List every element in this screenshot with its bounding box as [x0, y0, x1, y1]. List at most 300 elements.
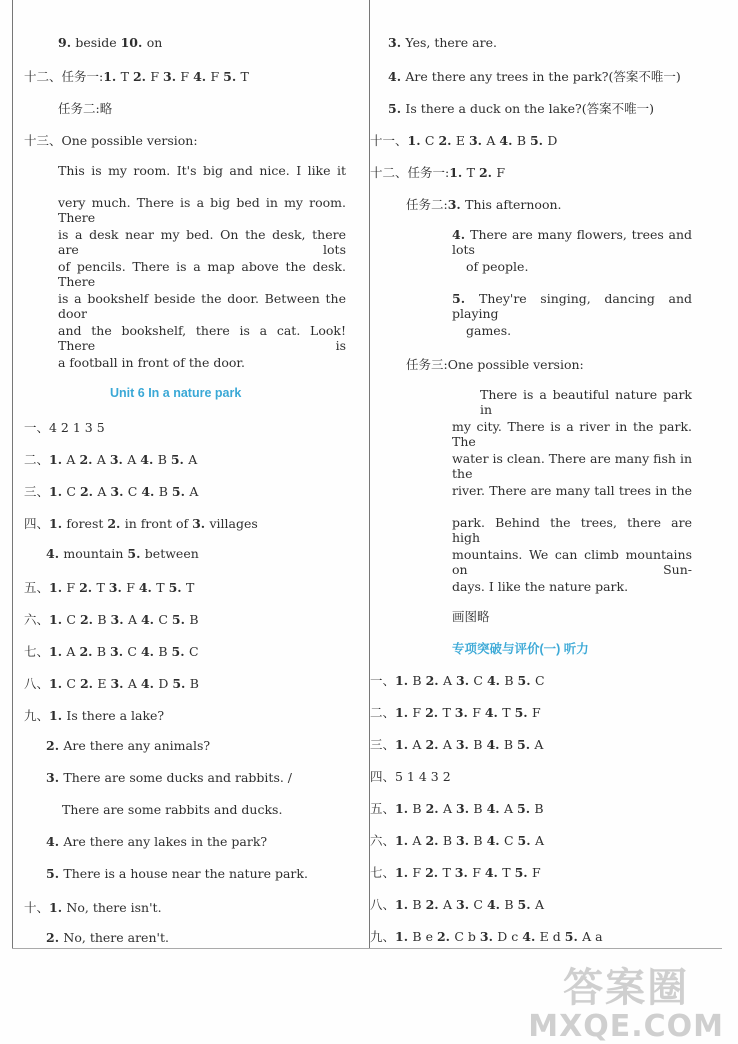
question-number: 3. [163, 69, 181, 84]
answer-text: T [120, 69, 133, 84]
answer-text: No, there aren't. [63, 930, 169, 945]
answer-text: A [534, 897, 544, 912]
question-number: 4. [484, 865, 503, 880]
answer-text: 八、 [370, 897, 396, 912]
answer-text: B [97, 612, 111, 627]
question-number: 5. [564, 929, 583, 944]
answer-line [406, 355, 584, 373]
answer-line [370, 863, 541, 881]
answer-text: 一、 [370, 673, 396, 688]
question-number: 2. [46, 930, 64, 945]
answer-text: A [188, 452, 198, 467]
question-number: 2. [79, 452, 97, 467]
answer-text: 三、 [24, 484, 50, 499]
answer-text: F [412, 865, 426, 880]
answer-text: D [158, 676, 173, 691]
question-number: 1. [49, 580, 67, 595]
answer-text: park. Behind the trees, there are high [452, 515, 692, 545]
answer-text: 三、 [370, 737, 396, 752]
question-number: 5. [170, 452, 189, 467]
question-number: 2. [425, 865, 443, 880]
question-number: 1. [49, 516, 67, 531]
question-number: 1. [103, 69, 121, 84]
question-number: 1. [395, 705, 413, 720]
answer-text: 十二、任务一: [370, 165, 450, 180]
answer-text: 专项突破与评价(一) 听力 [452, 642, 589, 656]
answer-text: B [189, 676, 199, 691]
question-number: 1. [407, 133, 425, 148]
question-number: 4. [486, 833, 504, 848]
answer-text: 十二、任务一: [24, 69, 104, 84]
answer-line [24, 610, 199, 628]
answer-text: 任务三:One possible version: [406, 357, 584, 372]
answer-text: B [473, 737, 487, 752]
answer-line [388, 35, 497, 50]
answer-text: B [516, 133, 530, 148]
question-number: 4. [140, 452, 158, 467]
question-number: 3. [110, 676, 128, 691]
question-number: 5. [46, 866, 64, 881]
answer-text: A [412, 833, 426, 848]
answer-text: A [127, 676, 141, 691]
question-number: 4. [499, 133, 517, 148]
answer-text: of people. [466, 259, 529, 274]
answer-text: Unit 6 In a nature park [110, 386, 242, 400]
answer-text: A [534, 833, 544, 848]
answer-text: There are some rabbits and ducks. [62, 802, 283, 817]
answer-text: C [158, 612, 172, 627]
answer-line [24, 514, 258, 532]
answer-text: T [156, 580, 169, 595]
question-number: 1. [395, 897, 413, 912]
answer-text: B [412, 673, 426, 688]
question-number: 2. [438, 133, 456, 148]
question-number: 3. [456, 673, 474, 688]
answer-text: 十一、 [370, 133, 408, 148]
question-number: 5. [514, 865, 532, 880]
question-number: 9. [58, 35, 76, 50]
answer-text: C b [454, 929, 480, 944]
answer-text: Are there any animals? [63, 738, 211, 753]
question-number: 5. [529, 133, 548, 148]
question-number: 5. [517, 833, 535, 848]
answer-text: T [466, 165, 479, 180]
answer-line [406, 195, 562, 213]
answer-text: A [127, 612, 141, 627]
answer-text: beside [75, 35, 121, 50]
question-number: 5. [388, 101, 406, 116]
answer-line [452, 419, 692, 449]
answer-text: Are there any trees in the park?(答案不唯一) [405, 69, 681, 84]
answer-text: F [210, 69, 224, 84]
question-number: 2. [436, 929, 455, 944]
question-number: 3. [456, 801, 474, 816]
answer-line [58, 259, 346, 289]
answer-line [46, 930, 169, 945]
answer-text: 二、 [370, 705, 396, 720]
answer-text: 四、 [24, 516, 50, 531]
question-number: 1. [395, 673, 413, 688]
answer-text: B [96, 644, 111, 659]
answer-text: This afternoon. [465, 197, 562, 212]
answer-line [370, 671, 545, 689]
question-number: 5. [171, 484, 190, 499]
answer-text: B [534, 801, 544, 816]
answer-line [370, 927, 603, 945]
question-number: 4. [522, 929, 540, 944]
question-number: 1. [395, 929, 413, 944]
answer-line [452, 291, 692, 321]
question-number: 5. [517, 737, 535, 752]
answer-text: E d [539, 929, 565, 944]
question-number: 4. [388, 69, 406, 84]
answer-text: A [412, 737, 426, 752]
answer-text: B [504, 673, 518, 688]
question-number: 2. [478, 165, 497, 180]
answer-text: B [157, 452, 171, 467]
answer-text: F [531, 705, 541, 720]
answer-text: Is there a duck on the lake?(答案不唯一) [405, 101, 654, 116]
answer-text: B [504, 897, 518, 912]
answer-text: A [443, 801, 457, 816]
question-number: 2. [46, 738, 64, 753]
answer-line [480, 387, 692, 417]
question-number: 5. [172, 676, 190, 691]
answer-line [452, 607, 490, 625]
question-number: 1. [449, 165, 467, 180]
answer-text: A [486, 133, 500, 148]
question-number: 3. [454, 865, 473, 880]
answer-text: D [547, 133, 558, 148]
answer-text: 九、 [24, 708, 50, 723]
question-number: 3. [110, 484, 128, 499]
answer-line [452, 547, 692, 577]
question-number: 5. [171, 612, 190, 627]
answer-text: F [531, 865, 541, 880]
answer-text: mountain [63, 546, 128, 561]
answer-text: is a bookshelf beside the door. Between the door [58, 291, 346, 321]
question-number: 1. [49, 708, 67, 723]
answer-text: E [97, 676, 111, 691]
answer-text: Are there any lakes in the park? [63, 834, 268, 849]
answer-text: E [455, 133, 469, 148]
answer-line [466, 323, 511, 338]
answer-text: B [412, 801, 426, 816]
answer-text: 六、 [24, 612, 50, 627]
answer-line [46, 546, 199, 561]
answer-line [452, 451, 692, 481]
answer-text: C [534, 673, 545, 688]
question-number: 2. [425, 673, 443, 688]
answer-text: A [504, 801, 518, 816]
answer-line [24, 450, 197, 468]
question-number: 3. [468, 133, 487, 148]
answer-line [46, 866, 308, 881]
answer-text: C [504, 833, 518, 848]
answer-line [452, 483, 692, 498]
question-number: 5. [223, 69, 241, 84]
question-number: 3. [455, 737, 474, 752]
question-number: 4. [140, 644, 159, 659]
question-number: 4. [46, 546, 64, 561]
question-number: 3. [447, 197, 466, 212]
answer-text: 十、 [24, 900, 50, 915]
answer-line [58, 291, 346, 321]
answer-text: B [503, 737, 518, 752]
answer-text: F [472, 865, 485, 880]
answer-text: T [240, 69, 249, 84]
question-number: 3. [109, 452, 128, 467]
answer-text: F [180, 69, 194, 84]
answer-text: of pencils. There is a map above the desk. There [58, 259, 346, 289]
answer-text: villages [209, 516, 258, 531]
answer-text: 八、 [24, 676, 50, 691]
answer-line [24, 674, 199, 692]
answer-text: C [127, 484, 142, 499]
question-number: 1. [49, 644, 67, 659]
answer-line [62, 802, 282, 817]
answer-text: 九、 [370, 929, 396, 944]
answer-text: games. [466, 323, 512, 338]
question-number: 2. [79, 580, 97, 595]
answer-text: B [473, 833, 487, 848]
question-number: 1. [395, 801, 413, 816]
answer-text: A [97, 484, 111, 499]
question-number: 1. [49, 676, 67, 691]
answer-line [370, 767, 451, 785]
question-number: 3. [456, 897, 474, 912]
answer-text: very much. There is a big bed in my room. There [58, 195, 346, 225]
left-margin-rule [12, 0, 13, 948]
answer-text: A [443, 897, 457, 912]
answer-line [46, 770, 292, 785]
answer-text: river. There are many tall trees in the [452, 483, 692, 498]
answer-line [370, 735, 543, 753]
answer-text: T [442, 705, 455, 720]
question-number: 3. [46, 770, 64, 785]
answer-text: F [126, 580, 139, 595]
answer-text: T [502, 705, 515, 720]
answer-text: F [150, 69, 163, 84]
answer-text: forest [66, 516, 108, 531]
watermark-url: MXQE.COM [528, 1009, 724, 1044]
answer-text: C [473, 897, 487, 912]
answer-text: F [472, 705, 485, 720]
answer-text: C [473, 673, 487, 688]
answer-line [388, 99, 654, 117]
answer-line [24, 131, 198, 149]
answer-text: C [424, 133, 439, 148]
question-number: 1. [49, 612, 67, 627]
section-heading [452, 639, 589, 657]
question-number: 4. [452, 227, 471, 242]
question-number: 4. [486, 673, 505, 688]
answer-text: B [412, 897, 426, 912]
answer-text: water is clean. There are many fish in the [452, 451, 692, 481]
question-number: 4. [140, 676, 159, 691]
answer-line [24, 67, 249, 85]
question-number: 4. [46, 834, 64, 849]
question-number: 3. [110, 612, 128, 627]
answer-text: T [442, 865, 455, 880]
question-number: 4. [140, 612, 159, 627]
answer-text: 七、 [24, 644, 50, 659]
site-watermark [528, 965, 724, 1044]
answer-line [370, 163, 505, 181]
answer-text: T [502, 865, 515, 880]
answer-text: Is there a lake? [66, 708, 165, 723]
answer-text: 五、 [370, 801, 396, 816]
answer-text: B [473, 801, 487, 816]
answer-text: A [442, 737, 456, 752]
answer-line [24, 898, 162, 916]
answer-text: 十三、One possible version: [24, 133, 198, 148]
answer-text: in front of [124, 516, 193, 531]
question-number: 4. [484, 705, 503, 720]
question-number: 1. [49, 452, 67, 467]
question-number: 10. [120, 35, 147, 50]
answer-text: A a [582, 929, 603, 944]
answer-line [24, 482, 198, 500]
question-number: 2. [425, 833, 443, 848]
answer-line [58, 227, 346, 257]
answer-line [46, 834, 267, 849]
answer-line [58, 35, 162, 50]
answer-text: F [66, 580, 80, 595]
answer-text: 六、 [370, 833, 396, 848]
question-number: 2. [79, 612, 98, 627]
question-number: 5. [517, 897, 535, 912]
answer-line [452, 579, 628, 594]
answer-text: This is my room. It's big and nice. I like it [58, 163, 346, 178]
question-number: 3. [110, 644, 128, 659]
answer-line [388, 67, 681, 85]
answer-line [370, 799, 544, 817]
answer-text: my city. There is a river in the park. The [452, 419, 692, 449]
answer-text: Yes, there are. [405, 35, 497, 50]
bottom-rule [12, 948, 722, 949]
answer-text: 五、 [24, 580, 50, 595]
section-heading [110, 386, 241, 400]
question-number: 2. [79, 676, 98, 691]
answer-text: 画图略 [452, 609, 490, 624]
answer-text: C [66, 484, 80, 499]
answer-line [24, 642, 199, 660]
answer-line [58, 163, 346, 178]
answer-line [24, 578, 194, 596]
answer-line [58, 355, 245, 370]
answer-line [58, 323, 346, 353]
answer-text: between [144, 546, 199, 561]
question-number: 2. [79, 644, 97, 659]
question-number: 1. [395, 833, 413, 848]
answer-line [24, 706, 164, 724]
answer-text: T [96, 580, 109, 595]
answer-text: There is a house near the nature park. [63, 866, 308, 881]
question-number: 4. [486, 897, 505, 912]
answer-text: C [66, 612, 80, 627]
question-number: 5. [514, 705, 532, 720]
question-number: 2. [79, 484, 98, 499]
answer-line [452, 227, 692, 257]
answer-line [58, 99, 112, 117]
answer-text: C [66, 676, 80, 691]
answer-line [466, 259, 528, 274]
question-number: 1. [49, 484, 67, 499]
question-number: 4. [141, 484, 159, 499]
question-number: 4. [486, 737, 504, 752]
question-number: 3. [108, 580, 127, 595]
question-number: 5. [168, 580, 186, 595]
answer-text: 任务二: [406, 197, 448, 212]
question-number: 2. [107, 516, 125, 531]
question-number: 4. [193, 69, 211, 84]
answer-text: days. I like the nature park. [452, 579, 629, 594]
question-number: 1. [395, 865, 413, 880]
question-number: 5. [171, 644, 189, 659]
question-number: 2. [132, 69, 151, 84]
answer-text: There are some ducks and rabbits. / [63, 770, 293, 785]
question-number: 5. [127, 546, 145, 561]
answer-text: mountains. We can climb mountains on Sun- [452, 547, 692, 577]
answer-text: A [189, 484, 199, 499]
answer-text: a football in front of the door. [58, 355, 245, 370]
answer-text: 任务二:略 [58, 101, 113, 116]
answer-text: No, there isn't. [66, 900, 162, 915]
answer-line [370, 131, 557, 149]
answer-text: A [127, 452, 141, 467]
answer-text: C [127, 644, 141, 659]
watermark-logo-text: 答案圈 [563, 965, 690, 1011]
answer-text: There is a beautiful nature park in [480, 387, 692, 417]
answer-text: F [496, 165, 506, 180]
question-number: 4. [138, 580, 157, 595]
answer-line [370, 703, 541, 721]
answer-text: There are many flowers, trees and lots [452, 227, 692, 257]
answer-text: is a desk near my bed. On the desk, there are lots [58, 227, 346, 257]
answer-text: A [66, 452, 80, 467]
question-number: 2. [425, 801, 443, 816]
answer-text: They're singing, dancing and playing [452, 291, 693, 321]
question-number: 2. [425, 705, 443, 720]
answer-text: 七、 [370, 865, 396, 880]
answer-text: D c [497, 929, 523, 944]
answer-text: A [534, 737, 544, 752]
answer-text: B e [412, 929, 437, 944]
question-number: 3. [479, 929, 498, 944]
question-number: 5. [452, 291, 480, 306]
answer-text: A [96, 452, 110, 467]
answer-line [58, 195, 346, 225]
question-number: 4. [486, 801, 504, 816]
answer-text: A [443, 673, 457, 688]
answer-text: T [185, 580, 195, 595]
answer-text: C [188, 644, 199, 659]
answer-text: on [146, 35, 163, 50]
question-number: 1. [49, 900, 67, 915]
question-number: 1. [395, 737, 413, 752]
answer-text: F [412, 705, 426, 720]
answer-text: B [158, 644, 172, 659]
answer-text: 一、4 2 1 3 5 [24, 420, 105, 435]
question-number: 5. [517, 801, 535, 816]
answer-text: B [158, 484, 172, 499]
answer-text: 二、 [24, 452, 50, 467]
question-number: 2. [425, 737, 443, 752]
answer-text: and the bookshelf, there is a cat. Look! There is [58, 323, 346, 353]
question-number: 5. [517, 673, 535, 688]
answer-text: A [66, 644, 80, 659]
